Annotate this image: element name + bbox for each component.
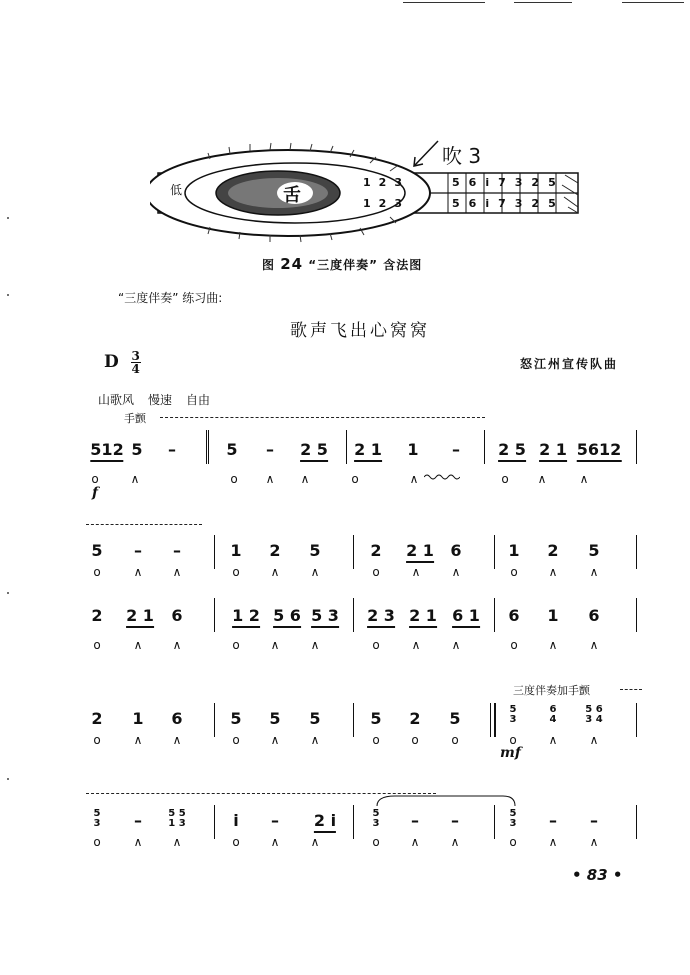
articulation: ∧ [451,638,461,652]
articulation: ∧ [411,565,421,579]
note: 2 [91,709,103,728]
hole-label: 5 [548,176,565,189]
articulation: ∧ [270,835,280,849]
hole-label: 5 [548,197,565,210]
note: 5 [269,709,281,728]
shouchan-dashline [160,417,485,418]
harmonica-bottom-row-right [452,197,565,210]
note: 6 [171,709,183,728]
harmonica-top-row-right [452,176,565,189]
articulation: ∧ [450,835,460,849]
note: 6 [508,606,520,625]
note: 1 [132,709,144,728]
barline [353,805,354,839]
time-top: 3 [131,349,140,363]
barline [346,430,347,464]
hole-label: 2 [378,197,395,210]
articulation: ∧ [310,835,320,849]
articulation: ∧ [172,733,182,747]
hole-label: 7 [498,197,515,210]
barline [636,535,637,569]
articulation: o [501,472,509,486]
note: 5 [309,541,321,560]
note: 5 [131,440,143,459]
articulation: ∧ [133,565,143,579]
note: – [411,811,419,830]
scan-speck [7,294,9,296]
note: 2 1 [354,440,382,462]
scan-speck [7,217,9,219]
articulation: ∧ [172,835,182,849]
articulation: ∧ [130,472,140,486]
barline [214,805,215,839]
note: 1 [230,541,242,560]
note: 5 [309,709,321,728]
hole-label: 3 [514,197,532,210]
hole-label: 6 [468,197,486,210]
articulation: o [509,733,517,747]
composer: 怒江州宣传队曲 [520,357,619,371]
note: 1 2 [232,606,260,628]
articulation: ∧ [548,835,558,849]
barline [206,430,207,464]
articulation: o [510,565,518,579]
barline [636,598,637,632]
articulation: o [232,835,240,849]
articulation: ∧ [172,638,182,652]
articulation: ∧ [548,733,558,747]
articulation: o [411,733,419,747]
note: 5 3 [311,606,339,628]
articulation: o [372,565,380,579]
note: 6 [588,606,600,625]
hole-label: 3 [394,176,410,189]
note: 2 1 [126,606,154,628]
note: – [134,811,142,830]
hole-label: 5 [452,197,469,210]
articulation: ∧ [133,638,143,652]
note: – [271,811,279,830]
barline [494,805,495,839]
note: 2 1 [409,606,437,628]
tongue-label: 舌 [283,185,301,206]
hole-label: 1 [363,197,379,210]
figure-caption [262,255,422,273]
note: 5 [230,709,242,728]
harmonica-bottom-row [363,197,410,210]
articulation: o [451,733,459,747]
articulation: o [232,565,240,579]
barline [214,535,215,569]
articulation: ∧ [589,638,599,652]
articulation: ∧ [133,733,143,747]
dynamic-f: f [92,485,99,501]
harmonica-top-row [363,176,410,189]
articulation: o [509,835,517,849]
note: 5612 [577,440,622,462]
note: – [590,811,598,830]
tempo-free: 自由 [186,393,211,407]
note: 2 [91,606,103,625]
barline [494,535,495,569]
articulation: o [372,835,380,849]
time-bottom: 4 [131,362,140,376]
hole-label: 5 [452,176,469,189]
hole-label: 2 [531,197,549,210]
hole-label: 7 [498,176,515,189]
articulation: ∧ [310,733,320,747]
caption-prefix: 图 [262,258,276,272]
articulation: ∧ [579,472,589,486]
caption-text: “三度伴奏” 含法图 [308,258,423,272]
barline [636,805,637,839]
articulation: o [91,472,99,486]
note: 2 [269,541,281,560]
shouchan-mark: 手颤 [124,412,146,425]
articulation: ∧ [410,835,420,849]
low-label: 低 [170,183,183,197]
note: 6 [450,541,462,560]
note: 5 [91,541,103,560]
scan-speck [7,592,9,594]
top-rule-3 [622,2,684,3]
articulation: ∧ [300,472,310,486]
hole-label: i [485,197,499,210]
note: 2 [547,541,559,560]
hole-label: 3 [394,197,410,210]
articulation: o [232,733,240,747]
note: 2 3 [367,606,395,628]
note: – [451,811,459,830]
articulation: ∧ [265,472,275,486]
hole-label: 6 [468,176,486,189]
articulation: o [232,638,240,652]
barline [490,703,491,737]
barline [636,703,637,737]
hole-label: 3 [514,176,532,189]
song-title: 歌声飞出心窝窝 [290,321,430,341]
note: 512 [90,440,123,462]
articulation: ∧ [310,565,320,579]
note: 2 1 [406,541,434,563]
note: – [549,811,557,830]
page-number: • 83 • [572,866,623,884]
dynamic-mf: mf [500,745,521,761]
articulation: ∧ [589,565,599,579]
barline [353,535,354,569]
articulation: ∧ [310,638,320,652]
time-signature [131,350,141,375]
chord-stack: 5 6 3 4 [585,704,603,725]
trill-wave [424,472,460,482]
tempo-speed: 慢速 [148,393,173,407]
note: 5 [226,440,238,459]
note: 2 [370,541,382,560]
articulation: ∧ [548,565,558,579]
articulation: ∧ [270,565,280,579]
note: – [173,541,181,560]
articulation: ∧ [172,565,182,579]
articulation: o [372,638,380,652]
articulation: o [351,472,359,486]
chord-stack: 6 4 [549,704,557,725]
shouchan-dashline-2 [86,524,202,525]
sandu-dashline [620,689,642,690]
chord-stack: 5 3 [509,704,517,725]
articulation: o [93,835,101,849]
note: 2 5 [300,440,328,462]
articulation: o [510,638,518,652]
chord-stack: 5 3 [509,808,517,829]
chord-stack: 5 3 [93,808,101,829]
note: 1 [508,541,520,560]
articulation: o [93,638,101,652]
articulation: o [372,733,380,747]
chord-stack: 5 3 [372,808,380,829]
hole-label: 2 [378,176,395,189]
note: 1 [407,440,419,459]
articulation: o [93,565,101,579]
articulation: ∧ [411,638,421,652]
note: 5 [449,709,461,728]
key-letter: D [104,352,119,372]
note: 1 [547,606,559,625]
note: – [168,440,176,459]
articulation: ∧ [133,835,143,849]
note: i [233,811,239,830]
hole-label: 1 [363,176,379,189]
note: 5 [370,709,382,728]
note: – [266,440,274,459]
articulation: ∧ [548,638,558,652]
note: 2 1 [539,440,567,462]
barline [636,430,637,464]
scan-speck [7,778,9,780]
key-signature [104,350,141,375]
blow-label: 吹 3 [442,144,482,168]
note: 2 [409,709,421,728]
note: 5 [588,541,600,560]
articulation: ∧ [451,565,461,579]
articulation: ∧ [270,638,280,652]
articulation: ∧ [589,835,599,849]
articulation: o [230,472,238,486]
articulation: o [93,733,101,747]
note: – [134,541,142,560]
articulation: ∧ [537,472,547,486]
barline [214,703,215,737]
note: – [452,440,460,459]
harmonica-mouthing-diagram [150,135,590,250]
section-label: “三度伴奏” 练习曲: [118,291,223,305]
top-rule-1 [403,2,485,3]
barline [214,598,215,632]
sandu-mark: 三度伴奏加手颤 [513,684,590,697]
barline [494,703,496,737]
barline [353,703,354,737]
tempo-style: 山歌风 [98,393,135,407]
note: 6 1 [452,606,480,628]
note: 2 5 [498,440,526,462]
barline [494,598,495,632]
chord-stack: 5 5 1 3 [168,808,186,829]
articulation: ∧ [270,733,280,747]
barline [353,598,354,632]
note: 6 [171,606,183,625]
articulation: ∧ [409,472,419,486]
articulation: ∧ [589,733,599,747]
tempo-markings [98,391,224,408]
tie-slur [375,794,520,808]
note: 2 i [314,811,336,833]
note: 5 6 [273,606,301,628]
hole-label: 2 [531,176,549,189]
barline [484,430,485,464]
caption-number: 24 [280,255,304,273]
hole-label: i [485,176,499,189]
top-rule-2 [514,2,572,3]
barline [208,430,209,464]
